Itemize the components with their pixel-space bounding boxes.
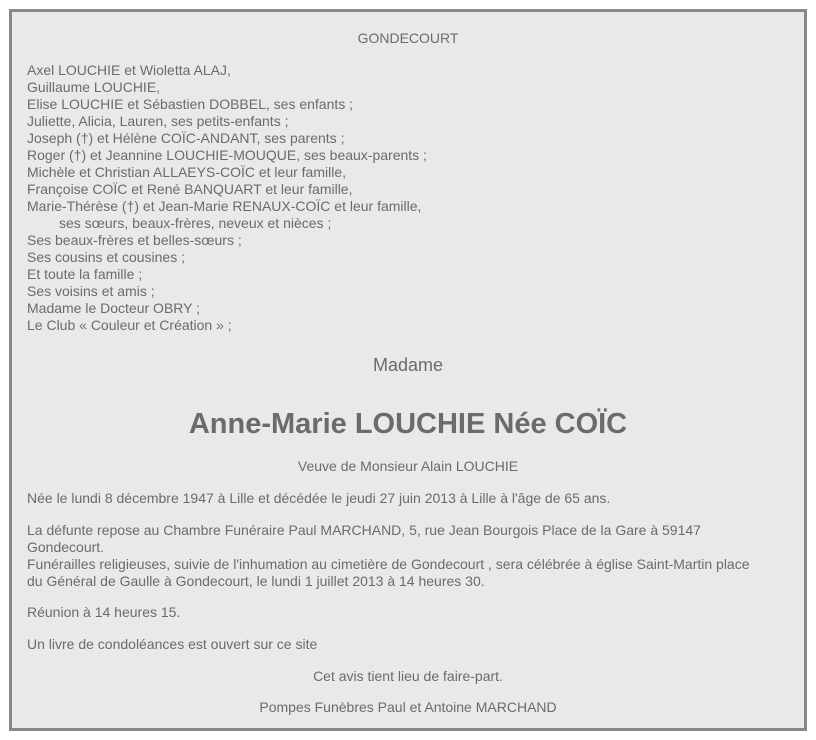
family-line: ses sœurs, beaux-frères, neveux et nièces ;	[59, 215, 332, 231]
condolences-text: Un livre de condoléances est ouvert sur ce site	[27, 636, 318, 652]
notice-text: Cet avis tient lieu de faire-part.	[313, 668, 503, 684]
family-line: Et toute la famille ;	[27, 266, 143, 282]
family-line: Ses voisins et amis ;	[27, 283, 155, 299]
family-line: Joseph (†) et Hélène COÏC-ANDANT, ses parents ;	[27, 130, 345, 146]
family-line: Michèle et Christian ALLAEYS-COÏC et leur famille,	[27, 164, 347, 180]
meeting-text: Réunion à 14 heures 15.	[27, 604, 181, 620]
family-line: Ses beaux-frères et belles-sœurs ;	[27, 232, 242, 248]
rest-place-line: La défunte repose au Chambre Funéraire Paul MARCHAND, 5, rue Jean Bourgois Place de la Gare à 59147	[27, 522, 701, 538]
family-line: Roger (†) et Jeannine LOUCHIE-MOUQUE, ses beaux-parents ;	[27, 147, 427, 163]
widow-of: Veuve de Monsieur Alain LOUCHIE	[297, 458, 519, 474]
town-heading: GONDECOURT	[357, 30, 459, 46]
family-line: Françoise COÏC et René BANQUART et leur famille,	[27, 181, 353, 197]
family-line: Axel LOUCHIE et Wioletta ALAJ,	[27, 62, 231, 78]
deceased-title: Madame	[372, 355, 444, 375]
funeral-line: Funérailles religieuses, suivie de l'inhumation au cimetière de Gondecourt , sera célébrée à église Saint-Martin place	[27, 556, 750, 572]
family-list	[27, 62, 787, 334]
family-line: Elise LOUCHIE et Sébastien DOBBEL, ses enfants ;	[27, 96, 354, 112]
birth-death-text: Née le lundi 8 décembre 1947 à Lille et décédée le jeudi 27 juin 2013 à Lille à l'âge de 65 ans.	[27, 490, 611, 506]
rest-place-text	[27, 522, 787, 590]
family-line: Madame le Docteur OBRY ;	[27, 300, 201, 316]
family-line: Guillaume LOUCHIE,	[27, 79, 161, 95]
deceased-name: Anne-Marie LOUCHIE Née COÏC	[188, 408, 628, 440]
undertaker-text: Pompes Funèbres Paul et Antoine MARCHAND	[259, 699, 557, 715]
family-line: Marie-Thérèse (†) et Jean-Marie RENAUX-COÏC et leur famille,	[27, 198, 422, 214]
rest-place-line: Gondecourt.	[27, 539, 105, 555]
family-line: Le Club « Couleur et Création » ;	[27, 317, 232, 333]
funeral-line: du Général de Gaulle à Gondecourt, le lundi 1 juillet 2013 à 14 heures 30.	[27, 573, 485, 589]
family-line: Juliette, Alicia, Lauren, ses petits-enfants ;	[27, 113, 289, 129]
obituary-notice	[9, 9, 807, 731]
family-line: Ses cousins et cousines ;	[27, 249, 185, 265]
